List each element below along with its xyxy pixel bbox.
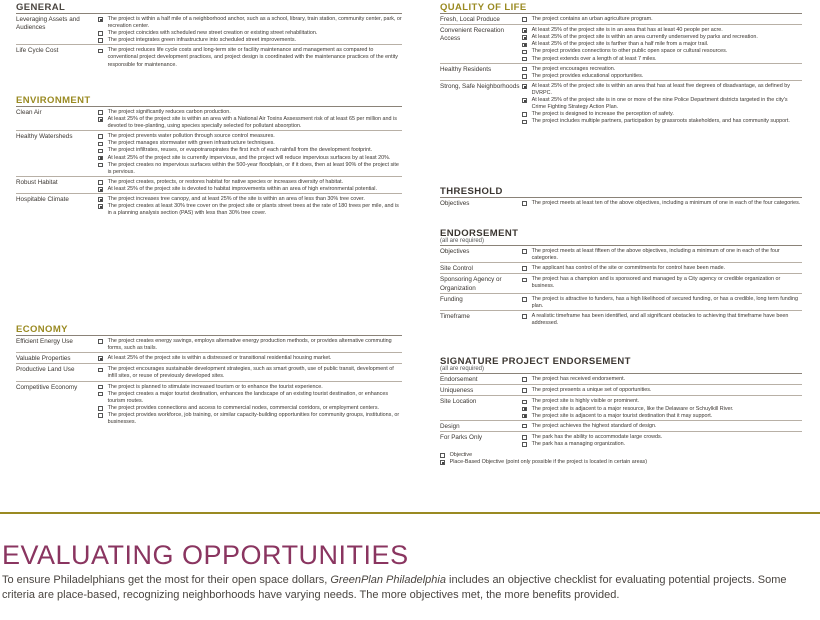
checklist-item [522,387,802,394]
checklist-item [98,116,402,130]
criteria-items [98,384,402,427]
criteria-label: Timeframe [440,312,470,320]
checklist-item [98,155,402,162]
criteria-label: Fresh, Local Produce [440,16,500,23]
checkbox-icon [522,74,527,79]
criteria-items [98,47,402,68]
section-environment [16,95,402,217]
section-economy [16,324,402,426]
item-text: The project provides connections and access to commercial nodes, commercial corridors, or employment centers. [107,404,380,411]
criteria-row [16,106,402,130]
page-divider [0,512,820,514]
criteria-row [16,176,402,193]
criteria-row [440,13,802,24]
criteria-items [522,276,802,292]
item-text: The park has a managing organization. [531,440,626,447]
criteria-label: Healthy Residents [440,65,492,73]
checkbox-icon [522,57,527,62]
criteria-label: Competitive Economy [16,383,78,391]
criteria-items [522,16,802,24]
criteria-row [440,24,802,62]
item-text: The project is within a half mile of a neighborhood anchor, such as a school, library, train station, community center, park, or recreation center. [107,16,402,30]
section-signature-project-endorsement [440,356,802,466]
criteria-items [522,313,802,327]
criteria-label: Hospitable Climate [16,196,69,204]
intro-text-end: includes an objective checklist for evaluating potential projects. Some criteria are place-based, recognizing neighborhoods have varying needs. The more objectives met, the more benefits provided. [2,574,787,601]
criteria-row [16,130,402,176]
checkbox-icon [98,368,103,373]
checklist-item [98,405,402,412]
checklist-item [440,452,802,459]
criteria-label: Design [440,422,460,430]
checkbox-icon [522,424,527,429]
criteria-label: Endorsement [440,376,478,383]
criteria-row [16,44,402,68]
criteria-items [522,434,802,448]
section-rows [16,335,402,426]
checklist-item [98,412,402,426]
checklist-item [522,73,802,80]
item-text: The project site is highly visible or prominent. [531,398,640,405]
checklist-item [522,398,802,405]
section-rows [440,13,802,125]
checkbox-icon [98,49,103,54]
criteria-items [522,398,802,419]
item-text: The project has received endorsement. [531,376,626,382]
criteria-items [522,423,802,431]
criteria-label: Leveraging Assets and Audiences [16,16,80,32]
criteria-items [98,355,402,363]
checklist-item [522,97,802,111]
checklist-item [98,162,402,176]
checkbox-icon [98,142,103,147]
criteria-label: For Parks Only [440,433,482,441]
criteria-items [98,196,402,217]
section-general [16,2,402,69]
item-text: The project creates a major tourist destination, enhances the landscape of an existing tourist destination, or enhances tourism routes. [107,390,389,404]
criteria-label: Strong, Safe Neighborhoods [440,82,520,90]
item-text: The project increases tree canopy, and at least 25% of the site is within an area of less than 30% tree cover. [107,196,365,203]
item-text: The project meets at least fifteen of the above objectives, including a minimum of one in each of the four categories. [531,248,780,262]
section-heading: QUALITY OF LIFE [440,2,527,13]
checkbox-icon [98,385,103,390]
item-text: The project achieves the highest standard of design. [531,422,657,429]
checkbox-icon [98,163,103,168]
criteria-items [522,200,802,208]
item-text: The project creates, protects, or restores habitat for native species or increases diversity of habitat. [107,178,344,185]
checkbox-icon [522,112,527,117]
checklist-item [98,384,402,391]
checkbox-icon [522,314,527,319]
criteria-row [440,420,802,431]
checklist-item [522,66,802,73]
checkbox-icon [440,453,445,458]
item-text: The project includes multiple partners, participation by grassroots stakeholders, and has community support. [531,118,790,125]
criteria-label: Sponsoring Agency or Organization [440,276,502,292]
checklist-item [522,441,802,448]
item-text: The project coincides with scheduled new street creation or existing street rehabilitation. [107,30,318,37]
item-text: The project creates no impervious surfaces within the 500-year floodplain, or if it does, then at least 90% of the project site is pervious. [107,161,399,175]
checkbox-icon [522,201,527,206]
checklist-item [522,434,802,441]
item-text: The project integrates green infrastructure into scheduled street improvements. [107,37,297,44]
section-heading: GENERAL [16,2,66,13]
place-based-checkbox-icon [98,204,103,209]
checkbox-icon [98,110,103,115]
place-based-checkbox-icon [522,35,527,40]
section-heading: ENDORSEMENT [440,228,519,239]
criteria-items [522,376,802,384]
criteria-row [440,431,802,448]
place-based-checkbox-icon [522,98,527,103]
checklist-item [98,391,402,405]
criteria-label: Productive Land Use [16,366,75,374]
item-text: The project site is adjacent to a major resource, like the Delaware or Schuylkill River. [531,405,734,412]
item-text: The project prevents water pollution through source control measures. [107,133,275,140]
checkbox-icon [522,400,527,405]
checkbox-icon [98,38,103,43]
checkbox-icon [98,31,103,36]
section-rows [440,373,802,448]
checklist-item [522,423,802,430]
item-text: The project significantly reduces carbon production. [107,109,231,115]
item-text: At least 25% of the project site is in an area that has at least 40 people per acre. [531,27,723,34]
criteria-items [522,248,802,262]
checklist-item [98,37,402,44]
place-based-checkbox-icon [98,156,103,161]
item-text: The project is designed to increase the perception of safety. [531,111,674,118]
criteria-row [440,293,802,310]
checklist-item [522,41,802,48]
checklist-item [98,147,402,154]
criteria-items [98,133,402,176]
item-text: At least 25% of the project site is within an area with a National Air Toxins Assessment risk of at least 65 per million and is devoted to tree-planting, using species specially selected for pollutant absorption. [107,116,397,130]
checklist-item [522,16,802,23]
item-text: At least 25% of the project site is within an area currently underserved by parks and recreation. [531,34,758,41]
criteria-label: Life Cycle Cost [16,47,59,55]
criteria-items [522,387,802,395]
checklist-item [98,179,402,186]
criteria-items [522,27,802,62]
checkbox-icon [522,388,527,393]
criteria-items [98,179,402,193]
criteria-row [16,335,402,352]
item-text: The project provides educational opportunities. [531,72,644,79]
criteria-label: Objectives [440,248,470,255]
criteria-row [16,13,402,44]
item-text: The project meets at least ten of the above objectives, including a minimum of one in each of the four categories. [531,200,801,206]
criteria-label: Convenient Recreation Access [440,27,505,43]
checklist-item [522,56,802,63]
checklist-item [522,118,802,125]
item-text: The project creates at least 30% tree cover on the project site or plants street trees at the rate of 180 trees per mile, and is in a planning analysis section (PAS) with less than 30% tree cover. [107,203,399,217]
intro-plan-name: GreenPlan Philadelphia [330,574,446,586]
checklist-item [522,48,802,55]
criteria-label: Uniqueness [440,387,474,395]
item-text: Place-Based Objective (point only possible if the project is located in certain areas) [449,459,648,466]
criteria-items [522,265,802,273]
criteria-label: Funding [440,295,463,303]
checkbox-icon [522,50,527,55]
item-text: The applicant has control of the site or commitments for control have been made. [531,265,726,272]
checkbox-icon [98,180,103,185]
intro-text-start: To ensure Philadelphians get the most for their open space dollars, [2,574,331,586]
checkbox-icon [522,17,527,22]
checklist-item [522,265,802,272]
item-text: The project encourages recreation. [531,65,616,72]
section-heading: THRESHOLD [440,186,503,197]
section-endorsement [440,228,802,327]
checkbox-icon [522,442,527,447]
checkbox-icon [98,339,103,344]
checklist-item [98,355,402,362]
checklist-item [522,83,802,97]
item-text: The project presents a unique set of opportunities. [531,387,652,394]
checkbox-icon [98,149,103,154]
checkbox-icon [522,278,527,283]
criteria-row [440,373,802,384]
criteria-items [522,296,802,310]
criteria-label: Robust Habitat [16,178,58,186]
place-based-checkbox-icon [98,117,103,122]
checklist-item [522,313,802,327]
item-text: The project is planned to stimulate increased tourism or to enhance the tourist experience. [107,383,323,390]
criteria-label: Efficient Energy Use [16,338,73,345]
checklist-item [98,30,402,37]
section-quality-of-life [440,2,802,125]
checklist-item [98,203,402,217]
criteria-row [440,63,802,80]
checklist-item [522,34,802,41]
item-text: At least 25% of the project site is within an area that has at least five degrees of disadvantage, as defined by DVRPC. [531,82,790,96]
checklist-item [98,186,402,193]
checkbox-icon [98,406,103,411]
checklist-item [98,133,402,140]
item-text: The project provides connections to other public open space or cultural resources. [531,48,728,55]
item-text: The project contains an urban agriculture program. [531,16,653,22]
place-based-checkbox-icon [440,460,445,465]
criteria-row [16,193,402,217]
item-text: The project infiltrates, reuses, or evapotranspirates the first inch of each rainfall from the development footprint. [107,147,373,154]
criteria-row [440,273,802,292]
item-text: The project encourages sustainable development strategies, such as smart growth, use of public transit, development of infill sites, or reuse of previously developed sites. [107,366,394,380]
criteria-row [16,381,402,427]
checklist-item [522,200,802,207]
criteria-row [440,262,802,273]
checklist-item [522,376,802,383]
criteria-label: Site Control [440,265,473,273]
place-based-checkbox-icon [98,17,103,22]
page-title: EVALUATING OPPORTUNITIES [2,540,409,570]
criteria-row [16,363,402,380]
criteria-items [522,66,802,80]
section-subheading: (all are required) [440,238,485,244]
criteria-row [440,80,802,126]
checklist-item [98,109,402,116]
section-subheading: (all are required) [440,366,485,372]
place-based-checkbox-icon [522,407,527,412]
checklist-item [522,27,802,34]
place-based-checkbox-icon [522,28,527,33]
item-text: The project site is adjacent to a major tourist destination that it may support. [531,412,713,419]
checkbox-icon [98,413,103,418]
checklist-item [440,459,802,466]
checklist-item [522,406,802,413]
item-text: The project extends over a length of at least 7 miles. [531,55,657,62]
item-text: At least 25% of the project site is within a distressed or transitional residential housing market. [107,355,332,362]
criteria-label: Objectives [440,200,470,207]
section-rows [16,106,402,217]
checklist-item [98,338,402,352]
item-text: The project reduces life cycle costs and long-term site or facility maintenance and management as compared to conventional project development practices, and project design is coordinated with the maintenance practices of the entity responsible for maintenance. [107,47,398,68]
checkbox-icon [522,297,527,302]
section-heading: SIGNATURE PROJECT ENDORSEMENT [440,356,631,367]
item-text: A realistic timeframe has been identified, and all significant obstacles to achieving that timeframe have been addressed. [531,312,789,327]
criteria-label: Healthy Watersheds [16,133,73,141]
place-based-checkbox-icon [522,414,527,419]
place-based-checkbox-icon [98,197,103,202]
item-text: Objective [449,452,473,459]
checklist-item [98,47,402,68]
checkbox-icon [522,249,527,254]
place-based-checkbox-icon [98,187,103,192]
place-based-checkbox-icon [522,43,527,48]
criteria-label: Clean Air [16,109,42,116]
item-text: At least 25% of the project site is farther than a half mile from a major trail. [531,41,709,48]
section-rows [440,245,802,327]
section-heading: ENVIRONMENT [16,95,91,106]
criteria-items [98,338,402,352]
checklist-item [522,276,802,290]
item-text: The project manages stormwater with green infrastructure techniques. [107,140,275,147]
item-text: The project has a champion and is sponsored and managed by a City agency or credible organization or business. [531,276,781,290]
checklist-item [522,248,802,262]
item-text: At least 25% of the project site is devoted to habitat improvements within an area of high environmental potential. [107,185,377,192]
checkbox-icon [98,392,103,397]
place-based-checkbox-icon [522,84,527,89]
item-text: The project creates energy savings, employs alternative energy production methods, or provides alternative commuting forms, such as trails. [107,338,392,352]
checkbox-icon [522,266,527,271]
checklist-item [522,413,802,420]
item-text: The park has the ability to accommodate large crowds. [531,433,663,440]
section-heading: ECONOMY [16,324,68,335]
item-text: The project is attractive to funders, has a high likelihood of secured funding, or has a credible, long term funding plan. [531,295,798,309]
place-based-checkbox-icon [98,356,103,361]
checklist-item [98,140,402,147]
legend [440,452,802,466]
criteria-items [98,16,402,44]
checklist-item [98,16,402,30]
criteria-items [98,366,402,380]
criteria-row [440,197,802,208]
section-rows [440,197,802,208]
item-text: The project provides workforce, job training, or similar capacity-building opportunities for community groups, institutions, or businesses. [107,411,400,426]
criteria-row [440,245,802,262]
criteria-items [98,109,402,130]
criteria-row [440,310,802,327]
checklist-item [98,366,402,380]
checkbox-icon [522,67,527,72]
section-rows [16,13,402,69]
criteria-label: Valuable Properties [16,355,71,363]
checklist-item [522,111,802,118]
checkbox-icon [98,134,103,139]
intro-paragraph [2,573,817,603]
criteria-row [440,384,802,395]
checklist-item [522,296,802,310]
item-text: At least 25% of the project site is in one or more of the nine Police Department districts targeted in the city's Crime Fighting Strategy Action Plan. [531,97,788,111]
criteria-row [440,395,802,419]
criteria-items [522,83,802,126]
checkbox-icon [522,377,527,382]
checkbox-icon [522,435,527,440]
section-threshold [440,186,802,208]
criteria-label: Site Location [440,398,477,406]
criteria-row [16,352,402,363]
checklist-item [98,196,402,203]
item-text: At least 25% of the project site is currently impervious, and the project will reduce impervious surfaces by at least 20%. [107,154,391,161]
checkbox-icon [522,120,527,125]
